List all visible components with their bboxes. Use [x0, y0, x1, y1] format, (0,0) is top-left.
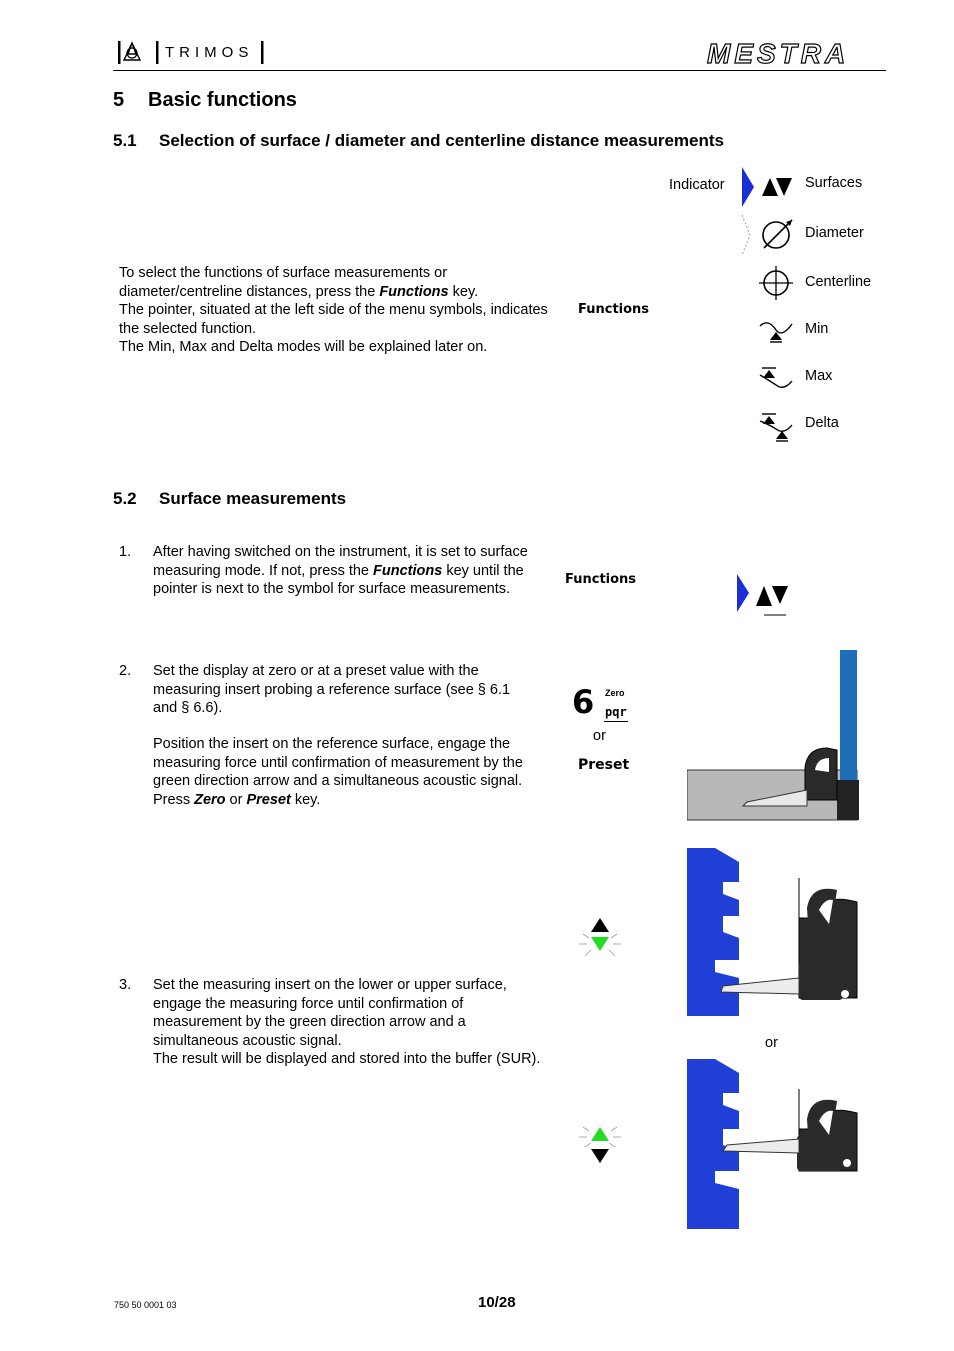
diameter-icon	[758, 216, 798, 252]
step-number: 2.	[119, 663, 132, 679]
product-logo: MESTRA	[707, 38, 850, 69]
zero-key-rule	[604, 721, 628, 722]
step-3-text: Set the measuring insert on the lower or upper surface, engage the measuring force until confirmation of measurement by the green direction arrow and a simultaneous acoustic signal. The result will be displayed and stored into the buffer (SUR).	[153, 977, 541, 1067]
zero-key-sub: pqr	[605, 705, 627, 719]
functions-key-ref: Functions	[373, 562, 443, 579]
page-number: 10/28	[478, 1294, 516, 1311]
upper-surface-illustration	[687, 1059, 859, 1231]
menu-item-surfaces: Surfaces	[805, 175, 863, 191]
menu-item-diameter: Diameter	[805, 225, 864, 241]
reference-surface-illustration	[687, 650, 859, 822]
menu-item-centerline: Centerline	[805, 274, 872, 290]
delta-icon	[758, 411, 796, 443]
zero-key-ref: Zero	[194, 791, 226, 808]
surfaces-icon	[760, 176, 794, 198]
max-icon	[758, 365, 796, 393]
step-number: 1.	[119, 544, 132, 560]
pointer-indicator-icon	[740, 166, 756, 208]
min-icon	[758, 318, 796, 344]
preset-key-label: Preset	[578, 757, 630, 773]
menu-item-delta: Delta	[805, 415, 839, 431]
doc-number: 750 50 0001 03	[114, 1300, 177, 1310]
zero-key-digit: 6	[572, 683, 595, 721]
direction-arrow-down-green-icon	[575, 914, 625, 964]
step-number: 3.	[119, 977, 132, 993]
section-5-1-paragraph: To select the functions of surface measurements or diameter/centreline distances, press the Functions key. The pointer, situated at the left side of the menu symbols, indicates the selected function. The Min, Max and Delta modes will be explained later on.	[119, 265, 548, 355]
pointer-outline-icon	[740, 214, 752, 256]
step-2-text-a: Set the display at zero or at a preset value with the measuring insert probing a reference surface (see § 6.1 and § 6.6).	[153, 663, 511, 716]
brand-name: TRIMOS	[165, 44, 254, 61]
functions-key-ref: Functions	[379, 283, 449, 300]
step-1-text: After having switched on the instrument, it is set to surface measuring mode. If not, press the Functions key until the pointer is next to the symbol for surface measurements.	[153, 544, 528, 597]
step-2-text-b: Position the insert on the reference surface, engage the measuring force until confirmation of measurement by the green direction arrow and a simultaneous acoustic signal. Press Zero or Preset key.	[153, 736, 523, 808]
functions-key-label: Functions	[578, 302, 650, 317]
indicator-label: Indicator	[669, 177, 725, 193]
section-heading: 5 Basic functions	[113, 89, 297, 111]
direction-arrow-up-green-icon	[575, 1119, 625, 1169]
or-text: or	[593, 728, 606, 744]
zero-key-label: Zero	[605, 688, 625, 698]
or-text: or	[765, 1035, 778, 1051]
surface-mode-indicator-icon	[736, 573, 796, 617]
menu-item-min: Min	[805, 321, 829, 337]
subsection-heading-5-1: 5.1 Selection of surface / diameter and centerline distance measurements	[113, 131, 724, 150]
menu-item-max: Max	[805, 368, 833, 384]
header-rule	[113, 70, 886, 71]
functions-key-label: Functions	[565, 572, 637, 587]
subsection-heading-5-2: 5.2 Surface measurements	[113, 489, 347, 508]
preset-key-ref: Preset	[246, 791, 291, 808]
centerline-icon	[758, 265, 794, 301]
zero-key	[571, 685, 641, 725]
lower-surface-illustration	[687, 848, 859, 1018]
